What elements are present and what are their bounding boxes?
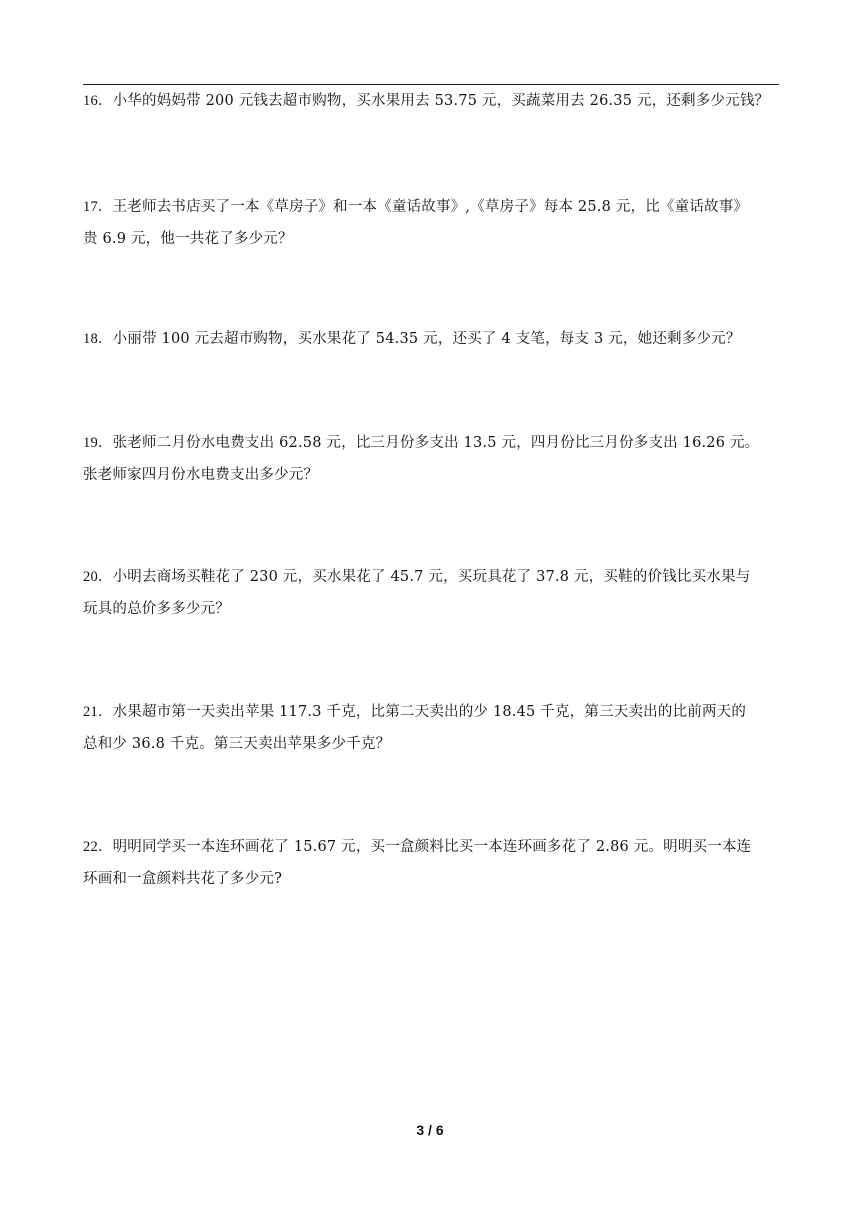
question-number: 19． [83,435,113,451]
question-19 [83,427,783,491]
question-text-line: 总和少 36.8 千克。第三天卖出苹果多少千克？ [83,736,391,752]
question-text-line: 环画和一盒颜料共花了多少元? [83,871,283,887]
question-text-line: 张老师家四月份水电费支出多少元？ [83,467,319,483]
question-number: 16． [83,93,113,109]
question-text-line: 王老师去书店买了一本《草房子》和一本《童话故事》,《草房子》每本 25.8 元，比《童话故事》 [112,199,749,215]
question-text-line: 张老师二月份水电费支出 62.58 元，比三月份多支出 13.5 元，四月份比三月份多支出 16.26 元。 [112,435,760,451]
question-21 [83,696,783,760]
question-text-line: 小丽带 100 元去超市购物，买水果花了 54.35 元，还买了 4 支笔，每支 3 元，她还剩多少元？ [112,331,741,347]
question-number: 20． [83,569,113,585]
question-text-line: 贵 6.9 元，他一共花了多少元？ [83,231,293,247]
question-text-line: 玩具的总价多多少元？ [83,601,230,617]
question-text-line: 水果超市第一天卖出苹果 117.3 千克，比第二天卖出的少 18.45 千克，第三天卖出的比前两天的 [112,704,747,720]
question-number: 17． [83,199,113,215]
question-text-line: 小华的妈妈带 200 元钱去超市购物，买水果用去 53.75 元，买蔬菜用去 26.35 元，还剩多少元钱？ [112,93,770,109]
question-number: 21． [83,704,113,720]
question-text-line: 明明同学买一本连环画花了 15.67 元，买一盒颜料比买一本连环画多花了 2.86 元。明明买一本连 [112,839,752,855]
question-text-line: 小明去商场买鞋花了 230 元，买水果花了 45.7 元，买玩具花了 37.8 元，买鞋的价钱比买水果与 [112,569,751,585]
question-18 [83,323,783,355]
page-number: 3 / 6 [416,1122,444,1138]
question-17 [83,191,783,255]
question-20 [83,561,783,625]
question-number: 22． [83,839,113,855]
question-22 [83,831,783,895]
question-16 [83,85,783,117]
question-number: 18． [83,331,113,347]
